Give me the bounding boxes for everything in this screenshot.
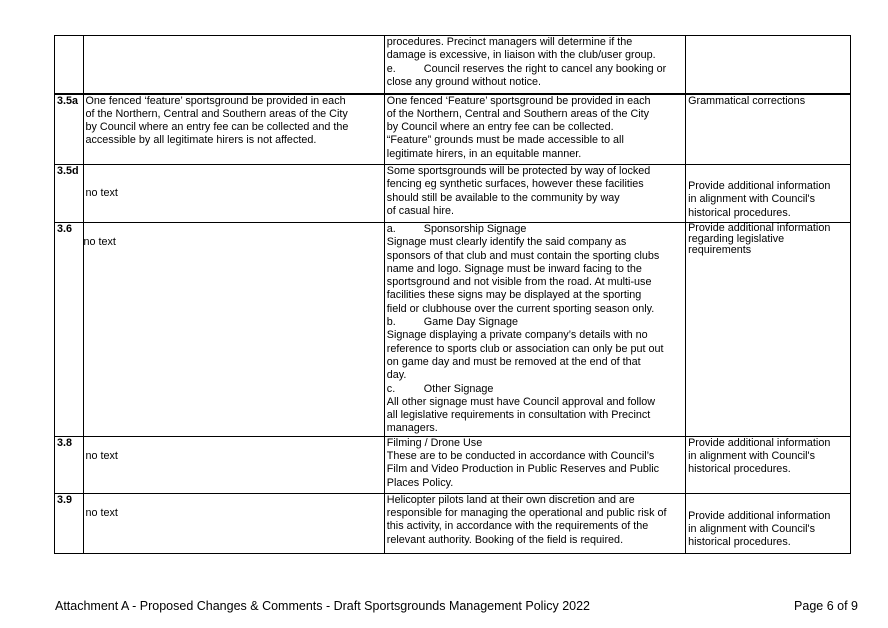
- cell-line: procedures. Precinct managers will determine if the: [386, 36, 633, 48]
- cell-line: Provide additional information: [688, 436, 831, 449]
- cell-list-item: [387, 316, 683, 329]
- table-row: [55, 436, 851, 493]
- proposed-text-cell: [384, 436, 685, 493]
- cell-line: Helicopter pilots land at their own discretion and are: [386, 493, 635, 506]
- list-heading: Game Day Signage: [423, 316, 519, 329]
- cell-line: sportsground and not visible from the road. At multi-use: [386, 276, 652, 289]
- cell-line: in alignment with Council's: [688, 193, 815, 206]
- proposed-text-cell: [384, 223, 685, 437]
- cell-line: One fenced ‘Feature’ sportsground be provided in each: [386, 94, 651, 107]
- proposed-text-cell: [384, 165, 685, 223]
- cell-line: Grammatical corrections: [688, 94, 806, 107]
- cell-line: name and logo. Signage must be inward facing to the: [386, 262, 642, 275]
- cell-line: Provide additional information: [688, 509, 831, 522]
- cell-line: all legislative requirements in consultation with Precinct: [386, 409, 651, 422]
- cell-line: Provide additional information: [688, 180, 831, 193]
- footer-title: Attachment A - Proposed Changes & Comments - Draft Sportsgrounds Management Policy 2022: [55, 599, 590, 613]
- cell-line: in alignment with Council's: [688, 523, 815, 536]
- clause-number: 3.5a: [55, 94, 84, 165]
- cell-line: legitimate hirers, in an equitable manner.: [386, 147, 582, 160]
- table-body: [55, 36, 851, 554]
- clause-number: 3.9: [55, 493, 84, 553]
- proposed-text-cell: [384, 94, 685, 165]
- list-marker: e.: [386, 62, 396, 75]
- cell-line: accessible by all legitimate hirers is not affected.: [85, 134, 317, 147]
- list-marker: b.: [386, 316, 396, 329]
- cell-line: reference to sports club or association can only be put out: [386, 342, 664, 355]
- cell-line: “Feature” grounds must be made accessible to all: [386, 134, 624, 147]
- page-number: Page 6 of 9: [794, 599, 858, 613]
- cell-line: Filming / Drone Use: [386, 436, 483, 449]
- table-row: [55, 94, 851, 165]
- existing-text-cell: [83, 493, 384, 553]
- cell-line: should still be available to the community by way: [386, 191, 620, 204]
- cell-line: of casual hire.: [386, 204, 455, 217]
- cell-line: field or clubhouse over the current sporting season only.: [386, 302, 655, 315]
- list-heading: Council reserves the right to cancel any booking or: [423, 62, 667, 75]
- existing-text-cell: [83, 165, 384, 223]
- cell-line: no text: [85, 506, 118, 519]
- table-row: [55, 223, 851, 437]
- proposed-text-cell: [384, 493, 685, 553]
- cell-line: All other signage must have Council approval and follow: [386, 395, 656, 408]
- cell-line: this activity, in accordance with the requirements of the: [386, 520, 649, 533]
- cell-line: One fenced ‘feature’ sportsground be provided in each: [85, 94, 346, 107]
- cell-list-item: [387, 223, 683, 236]
- cell-line: no text: [85, 186, 118, 199]
- cell-line: Signage must clearly identify the said company as: [386, 236, 627, 249]
- cell-line: close any ground without notice.: [386, 75, 542, 88]
- comment-cell: [686, 436, 851, 493]
- cell-line: Some sportsgrounds will be protected by way of locked: [386, 165, 651, 177]
- cell-line: Film and Video Production in Public Reserves and Public: [386, 463, 660, 476]
- comment-cell: [686, 223, 851, 437]
- cell-line: fencing eg synthetic surfaces, however these facilities: [386, 178, 644, 191]
- cell-line: by Council where an entry fee can be collected.: [386, 121, 614, 134]
- cell-line: historical procedures.: [688, 206, 791, 219]
- cell-line: These are to be conducted in accordance with Council’s: [386, 450, 655, 463]
- cell-line: Provide additional information: [688, 222, 831, 234]
- existing-text-cell: [83, 94, 384, 165]
- existing-text-cell: [83, 436, 384, 493]
- cell-line: regarding legislative: [688, 233, 785, 245]
- existing-text-cell: [83, 223, 384, 437]
- cell-list-item: [387, 383, 683, 396]
- list-marker: c.: [386, 382, 396, 395]
- comment-cell: [686, 493, 851, 553]
- cell-line: managers.: [386, 422, 438, 435]
- cell-line: Places Policy.: [386, 476, 454, 489]
- cell-line: in alignment with Council's: [688, 450, 815, 463]
- cell-line: responsible for managing the operational and public risk of: [386, 507, 667, 520]
- cell-line: relevant authority. Booking of the field is required.: [386, 533, 624, 546]
- list-marker: a.: [386, 223, 396, 235]
- list-heading: Other Signage: [423, 382, 494, 395]
- comment-cell: [686, 165, 851, 223]
- cell-line: no text: [85, 449, 118, 462]
- cell-line: by Council where an entry fee can be collected and the: [85, 121, 349, 134]
- cell-line: historical procedures.: [688, 536, 791, 549]
- cell-list-item: [387, 63, 683, 76]
- list-heading: Sponsorship Signage: [423, 223, 527, 235]
- cell-line: damage is excessive, in liaison with the club/user group.: [386, 49, 656, 62]
- clause-number: 3.8: [55, 436, 84, 493]
- proposed-text-cell: [384, 36, 685, 94]
- table-row: [55, 36, 851, 94]
- cell-line: of the Northern, Central and Southern areas of the City: [85, 107, 348, 120]
- table-row: [55, 165, 851, 223]
- cell-line: historical procedures.: [688, 463, 791, 476]
- cell-line: Signage displaying a private company’s details with no: [386, 329, 648, 342]
- cell-line: on game day and must be removed at the end of that: [386, 355, 641, 368]
- cell-line: of the Northern, Central and Southern areas of the City: [386, 107, 650, 120]
- comment-cell: [686, 94, 851, 165]
- clause-number: [55, 36, 84, 94]
- cell-line: facilities these signs may be displayed at the sporting: [386, 289, 642, 302]
- clause-number: 3.6: [55, 223, 84, 437]
- cell-line: day.: [386, 369, 407, 382]
- comment-cell: [686, 36, 851, 94]
- cell-line: sponsors of that club and must contain the sporting clubs: [386, 249, 660, 262]
- policy-changes-table: [54, 35, 851, 554]
- existing-text-cell: [83, 36, 384, 94]
- cell-line: no text: [83, 236, 116, 248]
- cell-line: requirements: [688, 244, 752, 256]
- table-row: [55, 493, 851, 553]
- clause-number: 3.5d: [55, 165, 84, 223]
